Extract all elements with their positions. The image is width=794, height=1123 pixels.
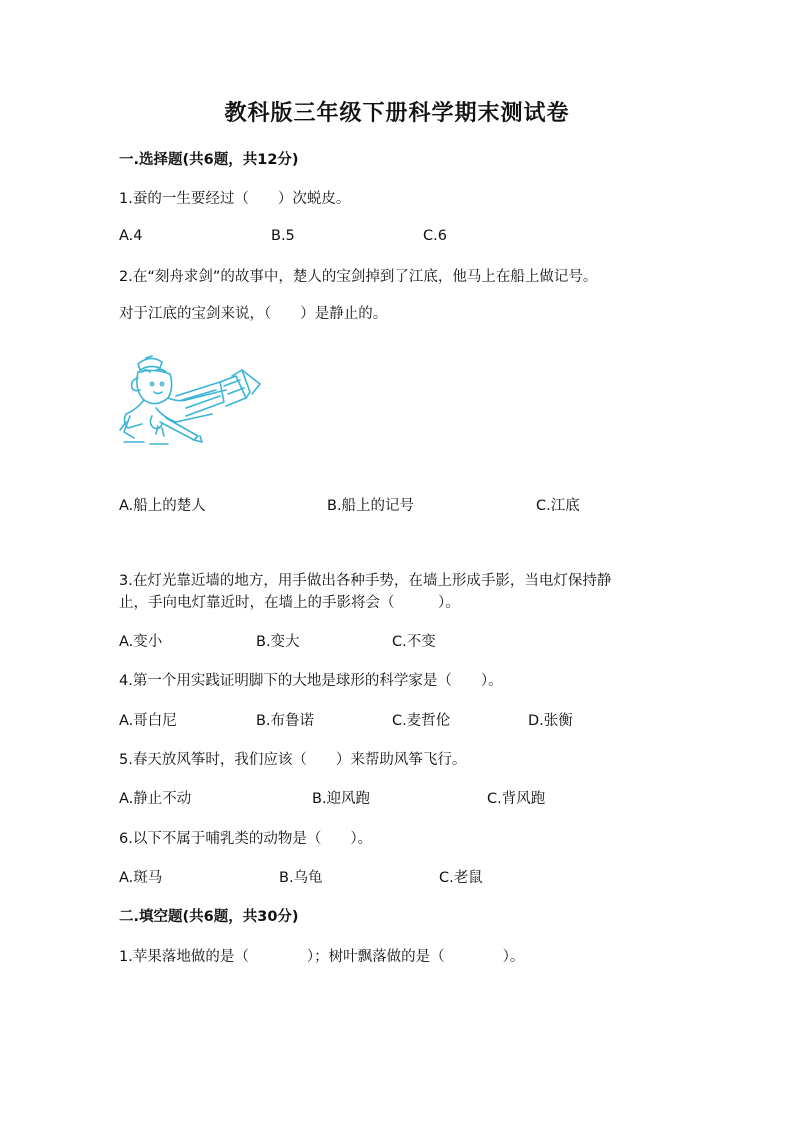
boat-and-sword-illustration: [116, 352, 272, 448]
option-c[interactable]: C.江底: [536, 498, 580, 514]
option-b[interactable]: B.5: [271, 228, 295, 244]
option-b[interactable]: B.乌龟: [279, 870, 323, 886]
question-text: 2.在“刻舟求剑”的故事中，楚人的宝剑掉到了江底，他马上在船上做记号。: [119, 269, 598, 285]
question-text: 1.苹果落地做的是（ ）；树叶飘落做的是（ ）。: [119, 949, 525, 965]
option-b[interactable]: B.变大: [256, 634, 300, 650]
option-c[interactable]: C.麦哲伦: [392, 713, 451, 729]
option-a[interactable]: A.4: [119, 228, 143, 244]
section-heading-fill-in: 二.填空题(共6题，共30分): [119, 909, 299, 925]
option-a[interactable]: A.斑马: [119, 870, 163, 886]
option-b[interactable]: B.布鲁诺: [256, 713, 315, 729]
option-d[interactable]: D.张衡: [528, 713, 573, 729]
question-text: 4.第一个用实践证明脚下的大地是球形的科学家是（ ）。: [119, 673, 503, 689]
option-b[interactable]: B.迎风跑: [312, 791, 371, 807]
page-title: 教科版三年级下册科学期末测试卷: [224, 100, 570, 126]
option-a[interactable]: A.静止不动: [119, 791, 192, 807]
question-text-continued: 止，手向电灯靠近时，在墙上的手影将会（ ）。: [119, 595, 460, 611]
question-text: 6.以下不属于哺乳类的动物是（ ）。: [119, 831, 373, 847]
option-c[interactable]: C.6: [423, 228, 447, 244]
option-c[interactable]: C.背风跑: [487, 791, 546, 807]
option-c[interactable]: C.不变: [392, 634, 436, 650]
section-heading-choice: 一.选择题(共6题，共12分): [119, 152, 299, 168]
option-b[interactable]: B.船上的记号: [327, 498, 415, 514]
option-a[interactable]: A.哥白尼: [119, 713, 177, 729]
question-text: 1.蚕的一生要经过（ ）次蜕皮。: [119, 191, 351, 207]
question-text-continued: 对于江底的宝剑来说，（ ）是静止的。: [119, 306, 388, 322]
question-text: 5.春天放风筝时，我们应该（ ）来帮助风筝飞行。: [119, 752, 467, 768]
question-text: 3.在灯光靠近墙的地方，用手做出各种手势，在墙上形成手影，当电灯保持静: [119, 573, 612, 589]
option-c[interactable]: C.老鼠: [439, 870, 483, 886]
option-a[interactable]: A.变小: [119, 634, 163, 650]
option-a[interactable]: A.船上的楚人: [119, 498, 206, 514]
